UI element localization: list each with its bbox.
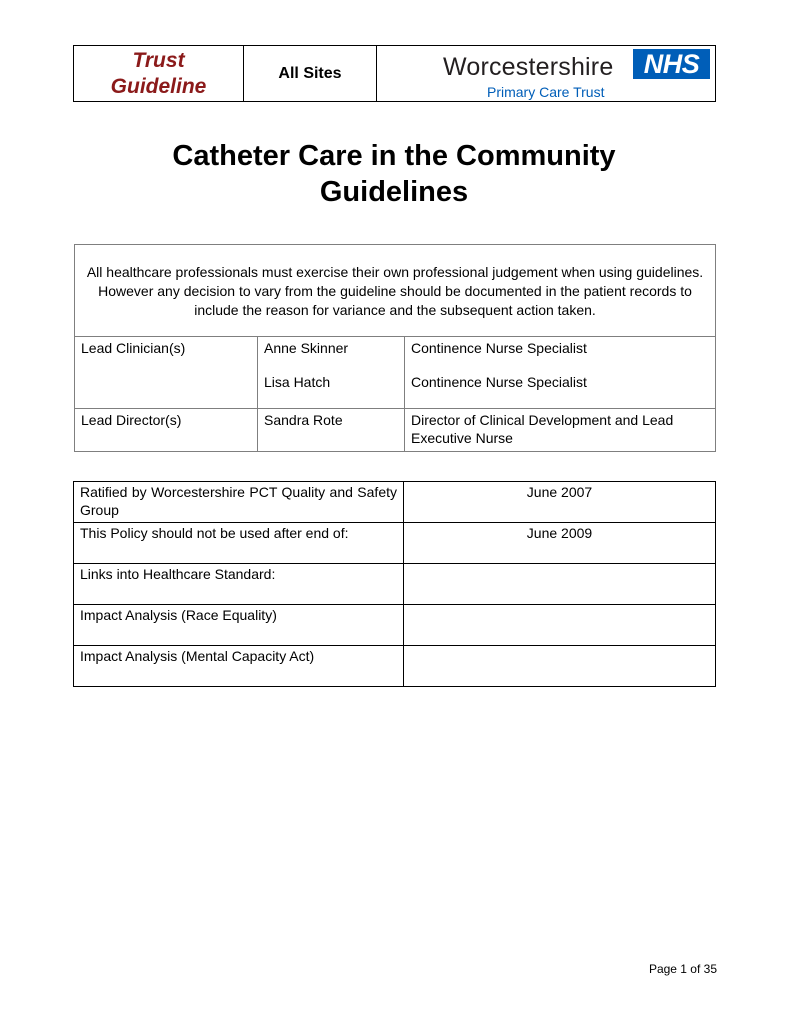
ratification-value	[404, 564, 716, 605]
lead-clinicians-roles	[405, 337, 716, 409]
guideline-label: Guideline	[110, 74, 207, 98]
title-line-1: Catheter Care in the Community	[172, 140, 616, 172]
clinician-role: Continence Nurse Specialist	[411, 340, 587, 356]
logo-name: Worcestershire	[443, 53, 614, 81]
nhs-badge: NHS	[633, 49, 710, 79]
title-line-2: Guidelines	[319, 176, 469, 208]
ratification-row	[74, 646, 716, 687]
page-number: Page 1 of 35	[648, 962, 717, 976]
ratification-label: Ratified by Worcestershire PCT Quality and Safety Group	[74, 482, 404, 523]
ratification-row	[74, 564, 716, 605]
ratification-label: This Policy should not be used after end of:	[74, 523, 404, 564]
ratification-table	[73, 481, 716, 687]
page-title	[73, 138, 715, 210]
lead-clinicians-label: Lead Clinician(s)	[75, 337, 258, 409]
trust-guideline-cell	[74, 46, 244, 102]
sites-cell	[244, 46, 377, 102]
ratification-value: June 2009	[404, 523, 716, 564]
ratification-value: June 2007	[404, 482, 716, 523]
ratification-row	[74, 482, 716, 523]
disclaimer-text: All healthcare professionals must exercise their own professional judgement when using guidelines. However any decision to vary from the guideline should be documented in the patient records to include the reason for variance and the subsequent action taken.	[75, 245, 716, 337]
lead-director-name: Sandra Rote	[258, 409, 405, 452]
logo-subtitle: Primary Care Trust	[487, 84, 605, 100]
ratification-label: Links into Healthcare Standard:	[74, 564, 404, 605]
clinician-name: Lisa Hatch	[264, 374, 331, 390]
lead-clinicians-names	[258, 337, 405, 409]
ratification-row	[74, 523, 716, 564]
lead-director-role: Director of Clinical Development and Lead Executive Nurse	[405, 409, 716, 452]
ratification-value	[404, 646, 716, 687]
ratification-value	[404, 605, 716, 646]
clinician-name: Anne Skinner	[264, 340, 349, 356]
document-header	[73, 45, 716, 102]
lead-clinicians-row	[75, 337, 716, 409]
trust-label: Trust	[132, 48, 185, 72]
sites-label: All Sites	[278, 64, 342, 82]
ratification-label: Impact Analysis (Mental Capacity Act)	[74, 646, 404, 687]
lead-director-label: Lead Director(s)	[75, 409, 258, 452]
clinician-table	[74, 244, 716, 452]
ratification-label: Impact Analysis (Race Equality)	[74, 605, 404, 646]
nhs-logo	[377, 46, 715, 101]
logo-cell	[377, 46, 716, 102]
ratification-row	[74, 605, 716, 646]
clinician-role: Continence Nurse Specialist	[411, 374, 587, 390]
lead-director-row	[75, 409, 716, 452]
